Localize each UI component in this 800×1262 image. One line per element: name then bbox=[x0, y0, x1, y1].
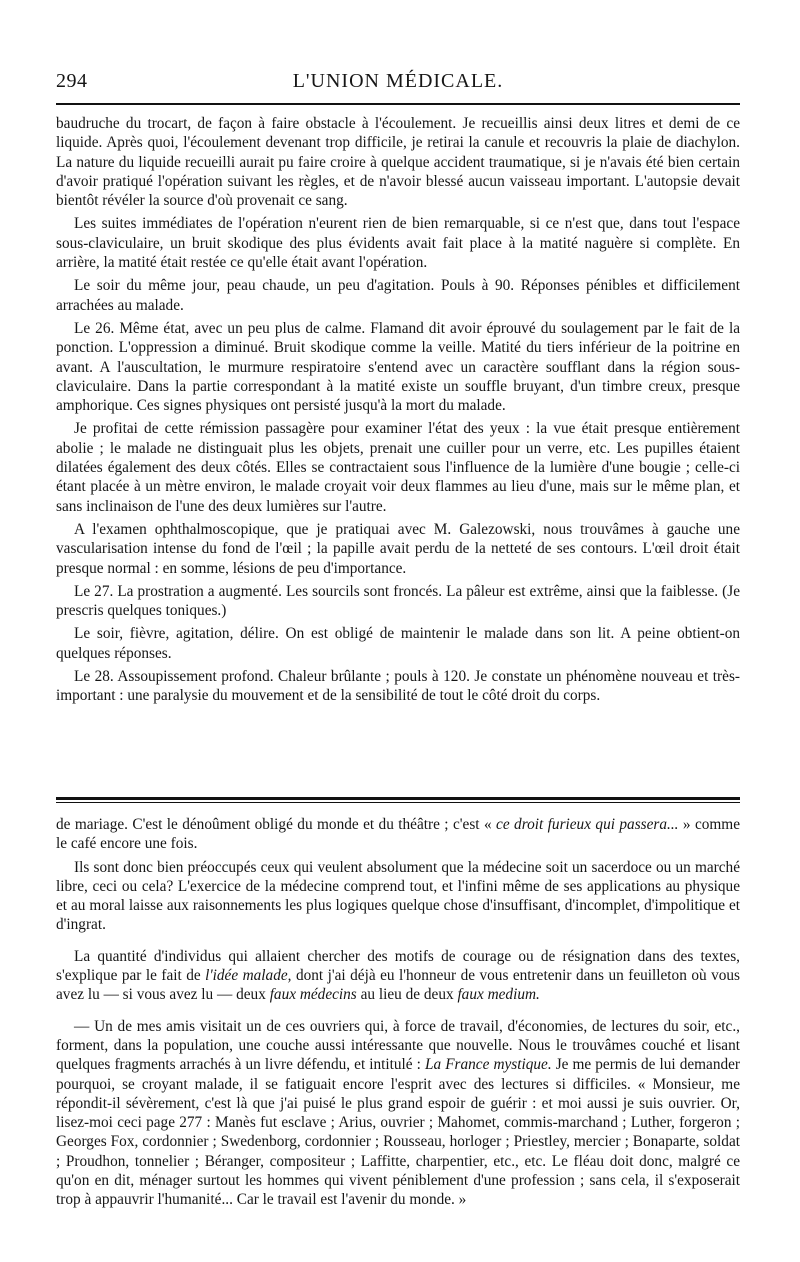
article-paragraph: A l'examen ophthalmoscopique, que je pratiquai avec M. Galezowski, nous trouvâmes à gauche une vascularisation intense du fond de l'œil ; la papille avait perdu de la netteté de ses contours. L'œil droit était presque normal : en somme, lésions de peu d'importance. bbox=[56, 520, 740, 577]
feuilleton-quote: ce droit furieux qui passera... bbox=[496, 816, 679, 833]
header-rule bbox=[56, 103, 740, 105]
book-title: La France mystique. bbox=[424, 1056, 552, 1074]
article-paragraph: Le 26. Même état, avec un peu plus de calme. Flamand dit avoir éprouvé du soulagement par le fait de la ponction. L'oppression a diminué. Bruit skodique comme la veille. Matité du tiers inférieur de la poitrine en avant. A l'auscultation, le murmure respiratoire s'entend avec un caractère soufflant dans la région sous-claviculaire. Dans la partie correspondant à la matité existe un souffle bruyant, d'un timbre creux, presque amphorique. Ces signes physiques ont persisté jusqu'à la mort du malade. bbox=[56, 319, 740, 415]
article-paragraph: Le 27. La prostration a augmenté. Les sourcils sont froncés. La pâleur est extrême, ainsi que la faiblesse. (Je prescris quelques toniques.) bbox=[56, 582, 740, 620]
feuilleton-divider bbox=[56, 797, 740, 803]
article-paragraph: Je profitai de cette rémission passagère pour examiner l'état des yeux : la vue était presque entièrement abolie ; le malade ne distinguait plus les objets, prenait une cuiller pour un verre, etc. Les pupilles étaient dilatées également des deux côtés. Elles se contractaient sous l'influence de la lumière d'une bougie ; celle-ci étant placée à un mètre environ, le malade croyait voir deux flammes au lieu d'une, mais sur le même plan, et sans inclinaison de l'une des deux lumières sur l'autre. bbox=[56, 420, 740, 515]
article-paragraph: Le soir, fièvre, agitation, délire. On est obligé de maintenir le malade dans son lit. A peine obtient-on quelques réponses. bbox=[56, 625, 740, 662]
page-number: 294 bbox=[56, 70, 88, 92]
running-title: L'UNION MÉDICALE. bbox=[292, 70, 504, 92]
feuilleton-body bbox=[56, 815, 740, 1210]
feuilleton-paragraph: La quantité d'individus qui allaient chercher des motifs de courage ou de résignation dans des textes, s'explique par le fait de l'idée malade, dont j'ai déjà eu l'honneur de vous entretenir dans un feuilleton où vous avez lu — si vous avez lu — deux faux médecins au lieu de deux faux medium. bbox=[56, 947, 740, 1004]
article-paragraph: Le 28. Assoupissement profond. Chaleur brûlante ; pouls à 120. Je constate un phénomène nouveau et très-important : une paralysie du mouvement et de la sensibilité de tout le côté droit du corps. bbox=[56, 668, 740, 705]
article-paragraph: baudruche du trocart, de façon à faire obstacle à l'écoulement. Je recueillis ainsi deux litres et demi de ce liquide. Après quoi, l'écoulement devenant trop difficile, je retirai la canule et recouvris la plaie de diachylon. La nature du liquide recueilli aurait pu faire croire à quelque accident traumatique, si je n'avais été bien certain d'avoir pratiqué l'opération suivant les règles, et de n'avoir blessé aucun vaisseau important. L'autopsie devait bientôt révéler la source d'où provenait ce sang. bbox=[56, 115, 740, 210]
feuilleton-paragraph: de mariage. C'est le dénoûment obligé du monde et du théâtre ; c'est « ce droit furieux qui passera... » comme le café encore une fois. bbox=[56, 816, 740, 853]
article-paragraph: Le soir du même jour, peau chaude, un peu d'agitation. Pouls à 90. Réponses pénibles et difficilement arrachées au malade. bbox=[56, 277, 740, 314]
article-paragraph: Les suites immédiates de l'opération n'eurent rien de bien remarquable, si ce n'est que, dans tout l'espace sous-claviculaire, un bruit skodique des plus évidents avait fait place à la matité naguère si complète. En arrière, la matité était restée ce qu'elle était avant l'opération. bbox=[56, 215, 740, 272]
feuilleton-paragraph: — Un de mes amis visitait un de ces ouvriers qui, à force de travail, d'économies, de lectures du soir, etc., forment, dans la population, une couche aussi intéressante que nouvelle. Nous le trouvâmes couché et lisant quelques fragments arrachés à un livre défendu, et intitulé : La France mystique. Je me permis de lui demander pourquoi, se croyant malade, il se fatiguait encore l'esprit avec des lectures si difficiles. « Monsieur, me répondit-il sévèrement, c'est là que j'ai puisé le plus grand espoir de guérir : et moi aussi je suis ouvrier. Or, lisez-moi ceci page 277 : Manès fut esclave ; Arius, ouvrier ; Mahomet, commis-marchand ; Luther, forgeron ; Georges Fox, cordonnier ; Swedenborg, cordonnier ; Rousseau, horloger ; Priestley, mercier ; Bonaparte, soldat ; Proudhon, tonnelier ; Béranger, compositeur ; Laffitte, charpentier, etc., etc. Le fléau doit donc, malgré ce qu'on en dit, ménager surtout les hommes qui vivent péniblement d'une profession ; sans cela, il s'exposerait trop à appauvrir l'humanité... Car le travail est l'avenir du monde. » bbox=[56, 1017, 741, 1209]
page-header bbox=[56, 70, 740, 96]
article-body bbox=[56, 114, 740, 706]
feuilleton-paragraph: Ils sont donc bien préoccupés ceux qui veulent absolument que la médecine soit un sacerdoce ou un marché libre, ceci ou cela? L'exercice de la médecine comprend tout, et l'infini même de ses applications au physique et au moral laisse aux raisonnements les plus logiques quelque chose d'insuffisant, d'incomplet, d'impolitique et d'ingrat. bbox=[56, 858, 740, 934]
